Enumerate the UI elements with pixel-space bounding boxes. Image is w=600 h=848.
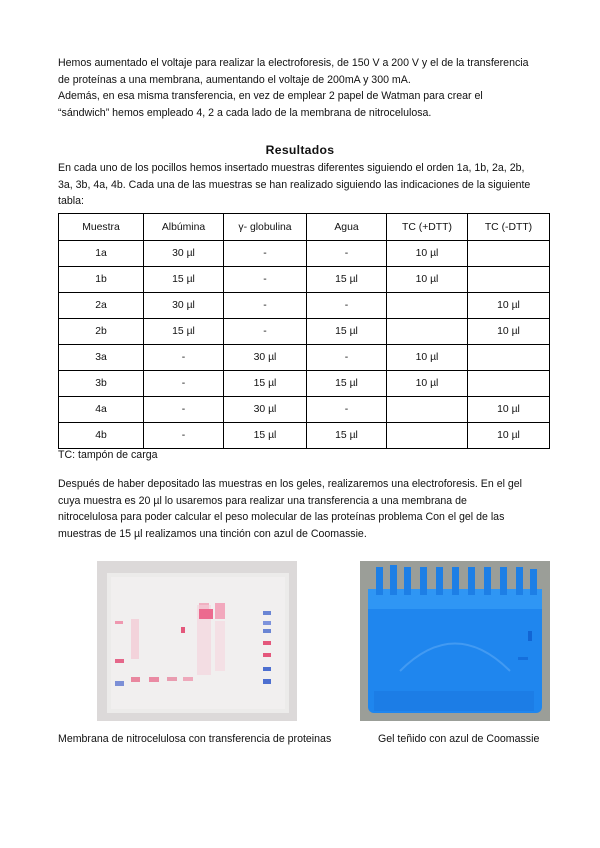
table-row (59, 241, 550, 267)
table-cell (387, 423, 468, 449)
sample-id-cell: 4b (59, 423, 144, 449)
table-cell: 30 µl (224, 345, 307, 371)
sample-band (181, 627, 185, 633)
text-line: Además, en esa misma transferencia, en vez de emplear 2 papel de Watman para crear el (58, 90, 483, 103)
ladder-band (263, 653, 271, 657)
table-cell: 15 µl (307, 423, 387, 449)
column-header: Muestra (59, 214, 144, 241)
ladder-band (263, 621, 271, 625)
ladder-band (263, 629, 271, 633)
ladder-band (115, 659, 124, 663)
table-cell: 15 µl (224, 371, 307, 397)
table-cell: - (307, 293, 387, 319)
sample-id-cell: 2b (59, 319, 144, 345)
gel-tooth (390, 565, 397, 595)
text-line: En cada uno de los pocillos hemos insertado muestras diferentes siguiendo el orden 1a, 1b, 2a, 2b, (58, 162, 525, 174)
table-cell: 15 µl (144, 267, 224, 293)
text-line: cuya muestra es 20 µl lo usaremos para realizar una transferencia a una membrana de (58, 494, 467, 507)
column-header: TC (-DTT) (468, 214, 550, 241)
table-cell (387, 397, 468, 423)
text-line: nitrocelulosa para poder calcular el peso molecular de las proteínas problema Con el gel de las (58, 511, 505, 524)
text-line: muestras de 15 µl realizamos una tinción con azul de Coomassie. (58, 527, 367, 540)
intro-paragraph (58, 55, 546, 121)
table-cell: - (307, 345, 387, 371)
table-cell: - (144, 423, 224, 449)
sample-id-cell: 3b (59, 371, 144, 397)
table-cell: 15 µl (307, 267, 387, 293)
table-row (59, 345, 550, 371)
gel-band (518, 657, 528, 660)
table-row (59, 397, 550, 423)
gel-caption: Gel teñido con azul de Coomassie (378, 733, 540, 745)
sample-id-cell: 1a (59, 241, 144, 267)
column-header: Albúmina (144, 214, 224, 241)
gel-tooth (376, 567, 383, 595)
table-row (59, 423, 550, 449)
table-cell (468, 345, 550, 371)
sample-id-cell: 3a (59, 345, 144, 371)
column-header: Agua (307, 214, 387, 241)
table-note: TC: tampón de carga (58, 449, 158, 461)
ladder-band (115, 681, 124, 686)
gel-tooth (516, 567, 523, 595)
text-line: de proteínas a una membrana, aumentando el voltaje de 200mA y 300 mA. (58, 73, 411, 86)
table-cell (468, 371, 550, 397)
table-header-row (59, 214, 550, 241)
gel-band (528, 631, 532, 641)
ladder-band (263, 667, 271, 671)
sample-id-cell: 1b (59, 267, 144, 293)
sample-lane (215, 621, 225, 671)
gel-tooth (420, 567, 427, 595)
table-cell: 10 µl (468, 293, 550, 319)
gel-tooth (530, 569, 537, 595)
table-cell: - (224, 267, 307, 293)
table-cell: 10 µl (387, 267, 468, 293)
table-cell: - (307, 241, 387, 267)
table-cell: - (224, 319, 307, 345)
table-body (59, 241, 550, 449)
sample-id-cell: 4a (59, 397, 144, 423)
sample-id-cell: 2a (59, 293, 144, 319)
gel-tooth (404, 567, 411, 595)
gel-tooth (500, 567, 507, 595)
text-line: “sándwich” hemos empleado 4, 2 a cada lado de la membrana de nitrocelulosa. (58, 106, 432, 119)
table-cell: 10 µl (387, 371, 468, 397)
ladder-band (263, 611, 271, 615)
results-heading: Resultados (265, 143, 335, 157)
sample-band (149, 677, 159, 682)
gel-tooth (468, 567, 475, 595)
table-cell: 30 µl (144, 241, 224, 267)
sample-band (167, 677, 177, 681)
table-cell: 15 µl (307, 371, 387, 397)
ladder-band (263, 641, 271, 645)
gel-tooth (436, 567, 443, 595)
table-cell: - (144, 397, 224, 423)
table-row (59, 319, 550, 345)
table-cell: - (307, 397, 387, 423)
ladder-band (263, 679, 271, 684)
table-cell: 10 µl (468, 319, 550, 345)
text-line: tabla: (58, 195, 84, 208)
table-cell: 10 µl (387, 241, 468, 267)
table-cell: - (224, 293, 307, 319)
results-intro-paragraph (58, 160, 546, 210)
text-line: Hemos aumentado el voltaje para realizar la electroforesis, de 150 V a 200 V y el de la transferencia (58, 57, 529, 69)
sample-band (199, 609, 213, 619)
column-header: γ- globulina (224, 214, 307, 241)
table-cell (387, 319, 468, 345)
membrane-caption: Membrana de nitrocelulosa con transferencia de proteinas (58, 733, 332, 745)
text-line: Después de haber depositado las muestras en los geles, realizaremos una electroforesis. En el gel (58, 478, 523, 490)
table-cell: 10 µl (468, 397, 550, 423)
table-row (59, 267, 550, 293)
table-cell: - (144, 371, 224, 397)
table-cell (468, 241, 550, 267)
procedure-paragraph (58, 476, 546, 542)
table-row (59, 371, 550, 397)
table-cell: - (224, 241, 307, 267)
table-cell: 10 µl (387, 345, 468, 371)
table-cell (468, 267, 550, 293)
table-cell: 10 µl (468, 423, 550, 449)
table-row (59, 293, 550, 319)
table-cell: 15 µl (224, 423, 307, 449)
sample-band (131, 677, 140, 682)
sample-lane (131, 619, 139, 659)
column-header: TC (+DTT) (387, 214, 468, 241)
gel-photo (360, 561, 550, 721)
samples-table (58, 213, 550, 449)
membrane-photo (97, 561, 297, 721)
sample-band (183, 677, 193, 681)
gel-tooth (452, 567, 459, 595)
table-cell: 15 µl (307, 319, 387, 345)
gel-bottom-fold (374, 691, 534, 711)
table-cell: 15 µl (144, 319, 224, 345)
table-cell: 30 µl (144, 293, 224, 319)
sample-band (215, 603, 225, 619)
ladder-band (115, 621, 123, 624)
text-line: 3a, 3b, 4a, 4b. Cada una de las muestras se han realizado siguiendo las indicaciones de la siguiente (58, 178, 531, 191)
table-cell: - (144, 345, 224, 371)
table-cell (387, 293, 468, 319)
gel-tooth (484, 567, 491, 595)
table-cell: 30 µl (224, 397, 307, 423)
